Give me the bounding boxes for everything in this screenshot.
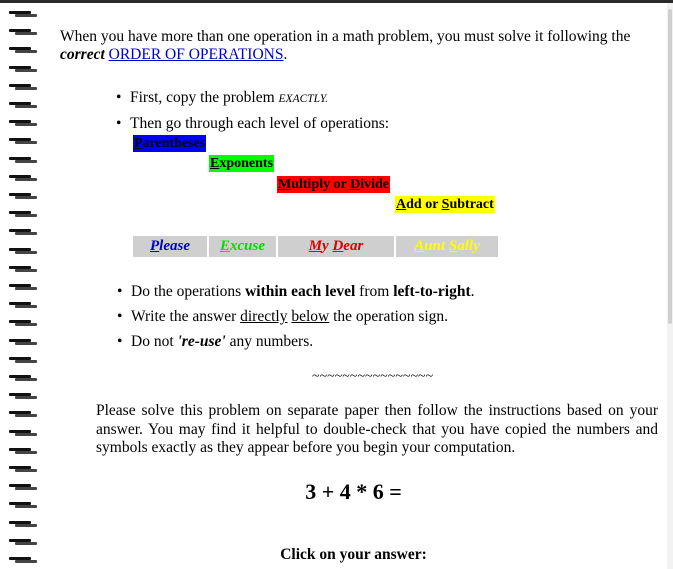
spiral-ring — [9, 47, 37, 53]
spiral-ring — [9, 411, 37, 417]
spiral-ring — [9, 484, 37, 490]
spiral-ring — [9, 248, 37, 254]
page-content — [60, 28, 660, 212]
instructions-paragraph: Please solve this problem on separate paper then follow the instructions based on your answer. You may find it helpful to double-check that you have copied the numbers and symbols exactly as they appear before you begin your computation. — [96, 402, 658, 456]
spiral-ring — [9, 448, 37, 454]
list-item: • Then go through each level of operations: — [116, 115, 636, 133]
spiral-ring — [9, 393, 37, 399]
steps-list-top — [116, 89, 636, 133]
mnemonic-please: Please — [133, 236, 207, 257]
spiral-ring — [9, 430, 37, 436]
intro-paragraph: When you have more than one operation in a math problem, you must solve it following the correct ORDER OF OPERATIONS. — [60, 28, 631, 63]
spiral-ring — [9, 84, 37, 90]
spiral-ring — [9, 102, 37, 108]
spiral-ring — [9, 175, 37, 181]
spiral-ring — [9, 357, 37, 363]
spiral-ring — [9, 466, 37, 472]
spiral-ring — [9, 120, 37, 126]
spiral-ring — [9, 521, 37, 527]
mnemonic-excuse: Excuse — [209, 236, 276, 257]
list-item: • Write the answer directly below the operation sign. — [117, 308, 637, 326]
spiral-ring — [9, 193, 37, 199]
steps-list-bottom — [117, 283, 637, 351]
intro-correct: correct — [60, 46, 105, 63]
answer-prompt: Click on your answer: — [280, 546, 427, 563]
level-exponents: Exponents — [210, 156, 274, 171]
spiral-ring — [9, 157, 37, 163]
spiral-ring — [9, 539, 37, 545]
spiral-ring — [9, 302, 37, 308]
spiral-ring — [9, 66, 37, 72]
level-multiply-divide: Multiply or Divide — [278, 177, 389, 192]
spiral-ring — [9, 229, 37, 235]
scrollbar[interactable] — [667, 3, 673, 569]
order-of-operations-link[interactable]: ORDER OF OPERATIONS — [108, 46, 284, 63]
list-item: • Do the operations within each level from left-to-right. — [117, 283, 637, 301]
list-item: • First, copy the problem EXACTLY. — [116, 89, 636, 108]
spiral-ring — [9, 339, 37, 345]
list-item: • Do not 're-use' any numbers. — [117, 333, 637, 351]
spiral-ring — [9, 266, 37, 272]
spiral-ring — [9, 211, 37, 217]
spiral-ring — [9, 29, 37, 35]
spiral-ring — [9, 375, 37, 381]
spiral-ring — [9, 284, 37, 290]
top-border — [0, 0, 673, 3]
mnemonic-my-dear: My Dear — [278, 236, 394, 257]
scrollbar-thumb[interactable] — [668, 9, 672, 324]
spiral-ring — [9, 138, 37, 144]
spiral-ring — [9, 502, 37, 508]
spiral-binding — [0, 3, 40, 569]
spiral-ring — [9, 320, 37, 326]
mnemonic-aunt-sally: Aunt Sally — [396, 236, 498, 257]
spiral-ring — [9, 11, 37, 17]
intro-text: When you have more than one operation in a math problem, you must solve it following the — [60, 28, 631, 45]
level-add-subtract: Add or Subtract — [396, 197, 494, 212]
level-parentheses: Parentheses — [134, 136, 206, 151]
math-problem: 3 + 4 * 6 = — [305, 479, 402, 504]
divider: ~~~~~~~~~~~~~~~~ — [312, 369, 434, 384]
spiral-ring — [9, 557, 37, 563]
